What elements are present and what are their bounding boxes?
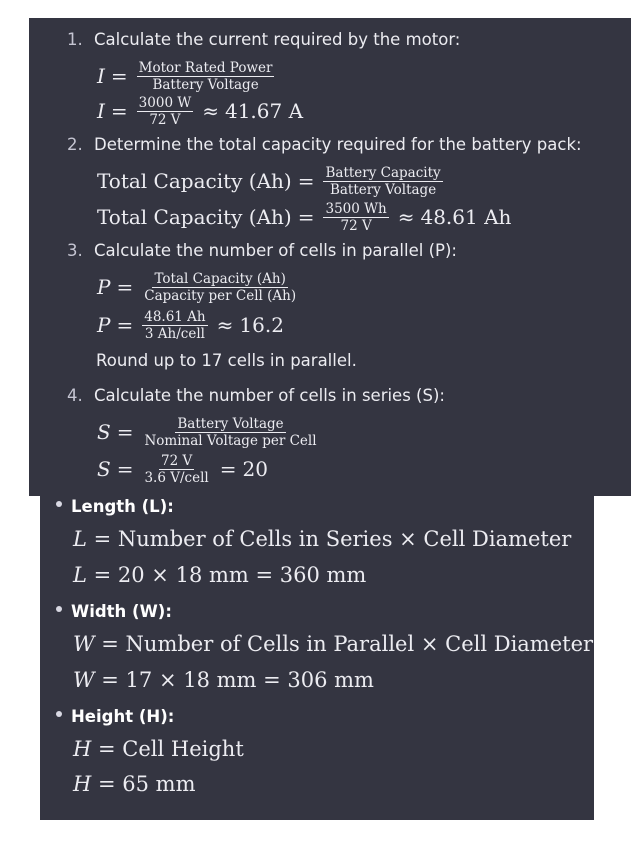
math-var: W <box>73 632 95 656</box>
width-label: Width (W): <box>71 602 172 621</box>
steps-panel <box>29 18 631 496</box>
series-formula <box>97 414 322 450</box>
numerator: Battery Voltage <box>177 415 284 432</box>
math-op: = <box>116 420 134 444</box>
math-expression: = Cell Height <box>98 737 244 761</box>
numerator: Total Capacity (Ah) <box>154 270 286 287</box>
step-text: Calculate the number of cells in series (S): <box>94 386 445 405</box>
step-4-heading <box>67 386 445 405</box>
math-op: = <box>110 64 128 88</box>
bullet-icon <box>56 711 62 717</box>
step-number: 2. <box>67 135 83 154</box>
math-op: ≈ <box>202 99 219 123</box>
fraction <box>142 272 298 303</box>
denominator: 72 V <box>149 111 181 128</box>
math-op: ≈ <box>216 313 234 337</box>
step-text: Calculate the number of cells in parallel (P): <box>94 241 457 260</box>
step-number: 4. <box>67 386 83 405</box>
bullet-icon <box>56 501 62 507</box>
fraction <box>323 202 388 233</box>
math-var: H <box>73 737 92 761</box>
math-var: I <box>97 64 105 88</box>
math-var: L <box>73 527 87 551</box>
fraction <box>323 166 442 197</box>
denominator: 3 Ah/cell <box>144 325 205 342</box>
numerator: 48.61 Ah <box>144 308 206 325</box>
math-result: 20 <box>242 457 268 481</box>
width-calculation <box>73 668 374 692</box>
math-result: 41.67 A <box>224 99 304 123</box>
math-label: Total Capacity (Ah) <box>97 169 292 193</box>
math-var: I <box>97 99 105 123</box>
parallel-calculation <box>97 307 284 343</box>
math-result: 16.2 <box>239 313 284 337</box>
math-var: W <box>73 668 95 692</box>
math-var: S <box>97 420 111 444</box>
fraction <box>137 61 275 92</box>
fraction <box>142 310 207 341</box>
current-calculation <box>97 94 303 128</box>
math-result: 48.61 Ah <box>420 205 512 229</box>
step-2-heading <box>67 135 582 154</box>
math-var: P <box>97 275 111 299</box>
fraction <box>142 417 318 448</box>
math-op: = <box>116 313 134 337</box>
denominator: Capacity per Cell (Ah) <box>144 287 297 304</box>
bullet-icon <box>56 606 62 612</box>
denominator: 3.6 V/cell <box>144 469 209 486</box>
denominator: Nominal Voltage per Cell <box>144 432 317 449</box>
math-expression: = Number of Cells in Parallel × Cell Diameter <box>101 632 594 656</box>
math-expression: = 20 × 18 mm = 360 mm <box>93 563 367 587</box>
math-var: H <box>73 772 92 796</box>
math-op: = <box>219 457 237 481</box>
round-up-note: Round up to 17 cells in parallel. <box>96 351 357 370</box>
math-var: L <box>73 563 87 587</box>
length-label: Length (L): <box>71 497 174 516</box>
denominator: Battery Voltage <box>152 76 259 93</box>
numerator: 3000 W <box>138 94 192 111</box>
height-formula <box>73 737 244 761</box>
denominator: Battery Voltage <box>329 181 437 198</box>
numerator: Motor Rated Power <box>138 59 273 76</box>
math-op: = <box>297 205 315 229</box>
current-formula <box>97 59 277 93</box>
math-var: P <box>97 313 111 337</box>
dimensions-panel <box>40 496 594 820</box>
math-expression: = Number of Cells in Series × Cell Diameter <box>93 527 572 551</box>
step-number: 3. <box>67 241 83 260</box>
fraction <box>137 96 194 127</box>
length-calculation <box>73 563 366 587</box>
width-formula <box>73 632 593 656</box>
math-op: = <box>116 275 134 299</box>
parallel-formula <box>97 269 301 305</box>
series-calculation <box>97 451 268 487</box>
math-var: S <box>97 457 111 481</box>
math-op: = <box>116 457 134 481</box>
height-calculation <box>73 772 196 796</box>
numerator: 3500 Wh <box>325 200 387 217</box>
capacity-calculation <box>97 199 511 235</box>
math-op: ≈ <box>397 205 415 229</box>
denominator: 72 V <box>340 217 372 234</box>
math-expression: = 17 × 18 mm = 306 mm <box>101 668 374 692</box>
math-op: = <box>110 99 128 123</box>
length-formula <box>73 527 571 551</box>
step-1-heading <box>67 30 460 49</box>
math-op: = <box>297 169 315 193</box>
math-expression: = 65 mm <box>98 772 196 796</box>
capacity-formula <box>97 163 446 199</box>
step-text: Calculate the current required by the motor: <box>94 30 461 49</box>
numerator: Battery Capacity <box>325 164 441 181</box>
height-label: Height (H): <box>71 707 175 726</box>
math-label: Total Capacity (Ah) <box>97 205 292 229</box>
fraction <box>142 454 210 485</box>
numerator: 72 V <box>160 452 193 469</box>
step-3-heading <box>67 241 457 260</box>
step-number: 1. <box>67 30 83 49</box>
step-text: Determine the total capacity required for the battery pack: <box>94 135 582 154</box>
